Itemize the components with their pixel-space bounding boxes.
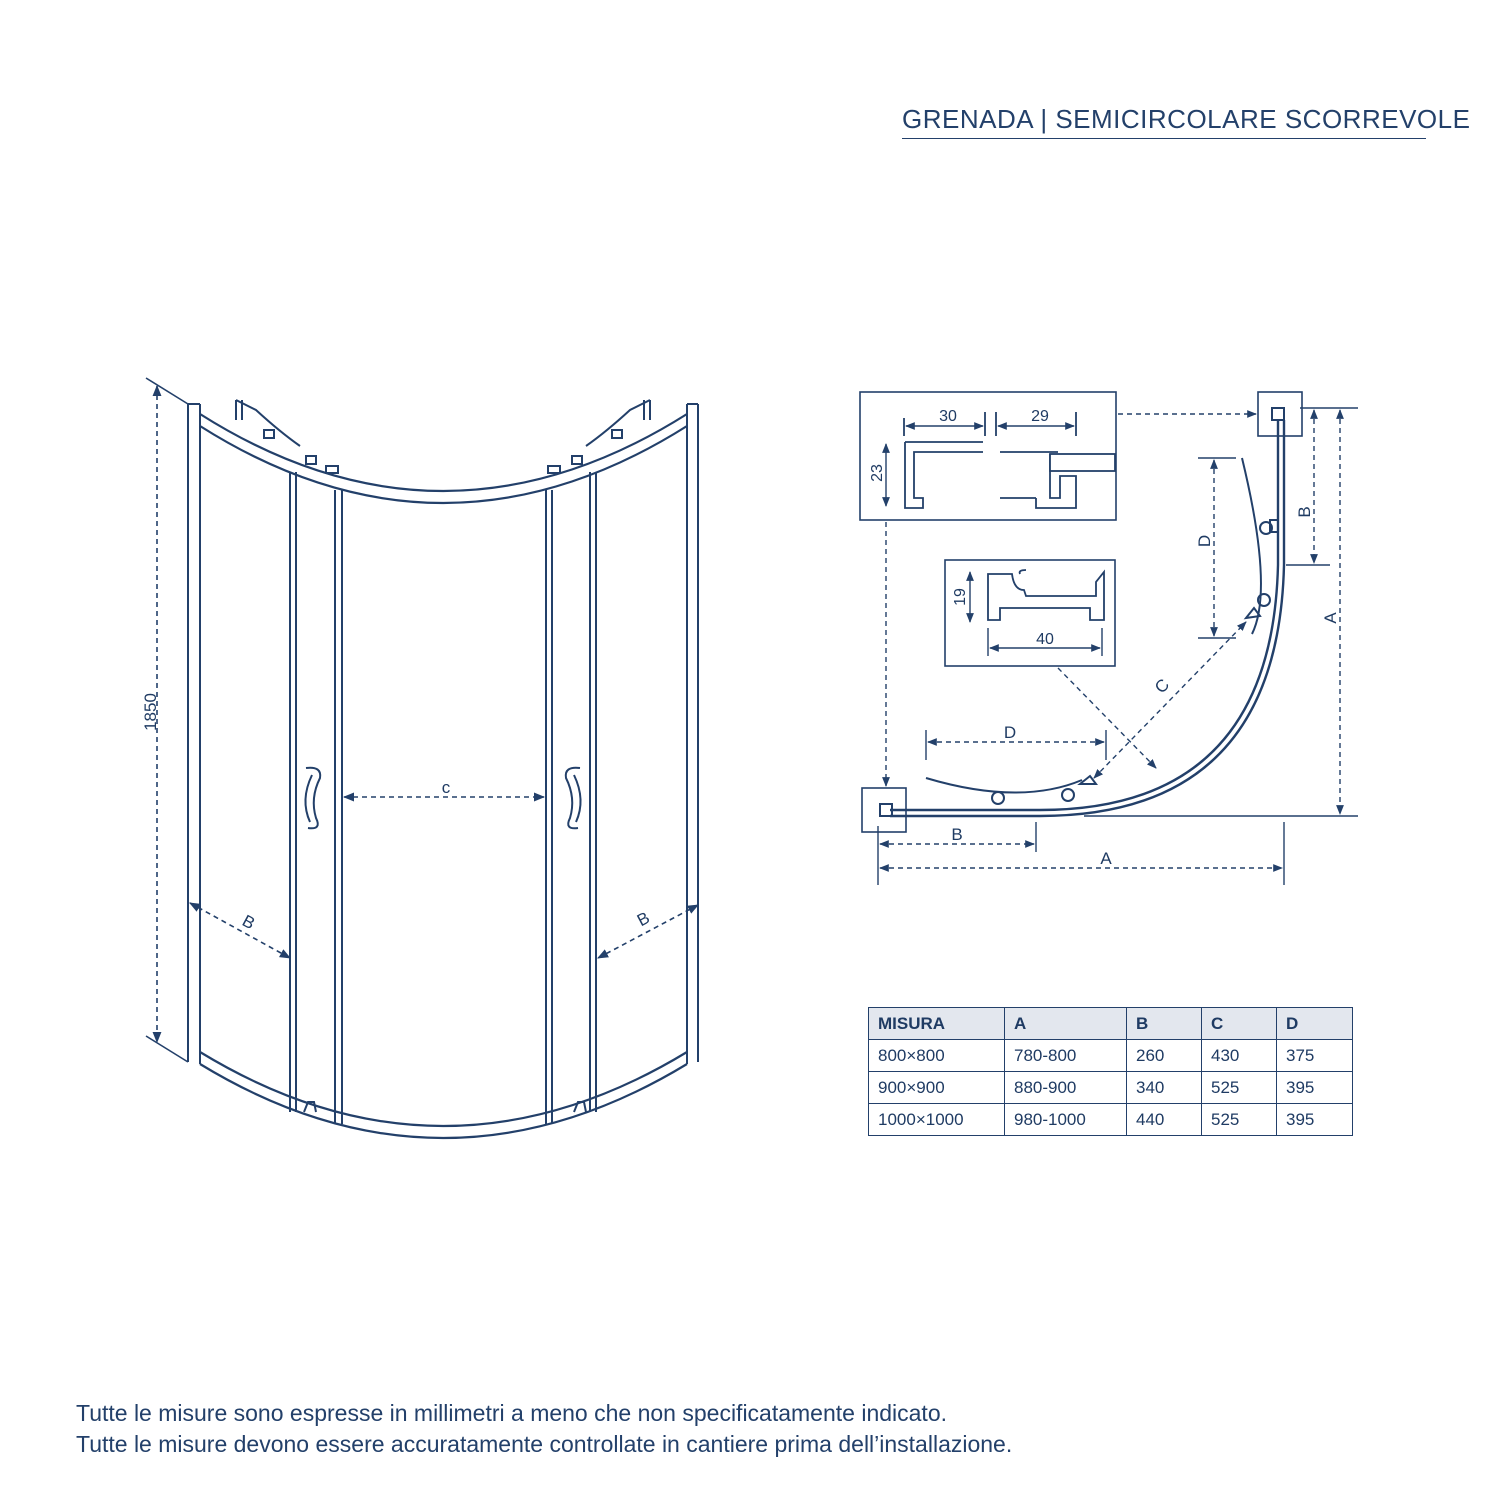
width-c-label: c [441, 778, 451, 797]
table-cell: 260 [1127, 1040, 1202, 1072]
plan-label-b-vertical: B [1295, 506, 1314, 518]
table-cell: 525 [1202, 1104, 1277, 1136]
door-b-left-dimension [190, 903, 290, 958]
plan-label-a-horizontal: A [1100, 849, 1112, 868]
profile1-width-left: 30 [939, 408, 957, 425]
table-cell: 800×800 [869, 1040, 1005, 1072]
plan-label-d-horizontal: D [1003, 723, 1017, 742]
table-cell: 1000×1000 [869, 1104, 1005, 1136]
table-cell: 525 [1202, 1072, 1277, 1104]
table-header-cell: A [1005, 1008, 1127, 1040]
profile1-width-right: 29 [1031, 408, 1049, 425]
table-cell: 430 [1202, 1040, 1277, 1072]
table-cell: 980-1000 [1005, 1104, 1127, 1136]
plan-label-a-vertical: A [1321, 612, 1340, 624]
table-cell: 780-800 [1005, 1040, 1127, 1072]
door-b-right-label: B [633, 908, 653, 931]
plan-label-c-diagonal: C [1151, 675, 1174, 698]
footer-notes [76, 1398, 1012, 1460]
table-cell: 395 [1277, 1104, 1353, 1136]
page-title: GRENADA | SEMICIRCOLARE SCORREVOLE [902, 104, 1471, 134]
table-header-cell: D [1277, 1008, 1353, 1040]
height-label: 1850 [141, 693, 160, 731]
plan-label-b-horizontal: B [951, 825, 963, 844]
table-header-row [869, 1008, 1353, 1040]
table-cell: 880-900 [1005, 1072, 1127, 1104]
table-cell: 900×900 [869, 1072, 1005, 1104]
door-b-right-dimension [598, 905, 698, 958]
table-row [869, 1072, 1353, 1104]
note-line-2: Tutte le misure devono essere accuratamente controllate in cantiere prima dell’installazione. [76, 1431, 1013, 1457]
front-view-shower [188, 400, 698, 1138]
plan-label-d-vertical: D [1195, 534, 1214, 548]
table-cell: 440 [1127, 1104, 1202, 1136]
door-b-left-label: B [239, 911, 259, 934]
table-cell: 375 [1277, 1040, 1353, 1072]
table-cell: 395 [1277, 1072, 1353, 1104]
dimensions-table [868, 1007, 1353, 1136]
table-header-cell: B [1127, 1008, 1202, 1040]
table-header-cell: C [1202, 1008, 1277, 1040]
note-line-1: Tutte le misure sono espresse in millimetri a meno che non specificatamente indicato. [76, 1400, 948, 1426]
profile1-height: 23 [869, 464, 886, 482]
table-header-cell: MISURA [869, 1008, 1005, 1040]
profile2-width: 40 [1036, 631, 1054, 648]
profile2-height: 19 [952, 588, 969, 606]
table-row [869, 1104, 1353, 1136]
table-row [869, 1040, 1353, 1072]
table-cell: 340 [1127, 1072, 1202, 1104]
